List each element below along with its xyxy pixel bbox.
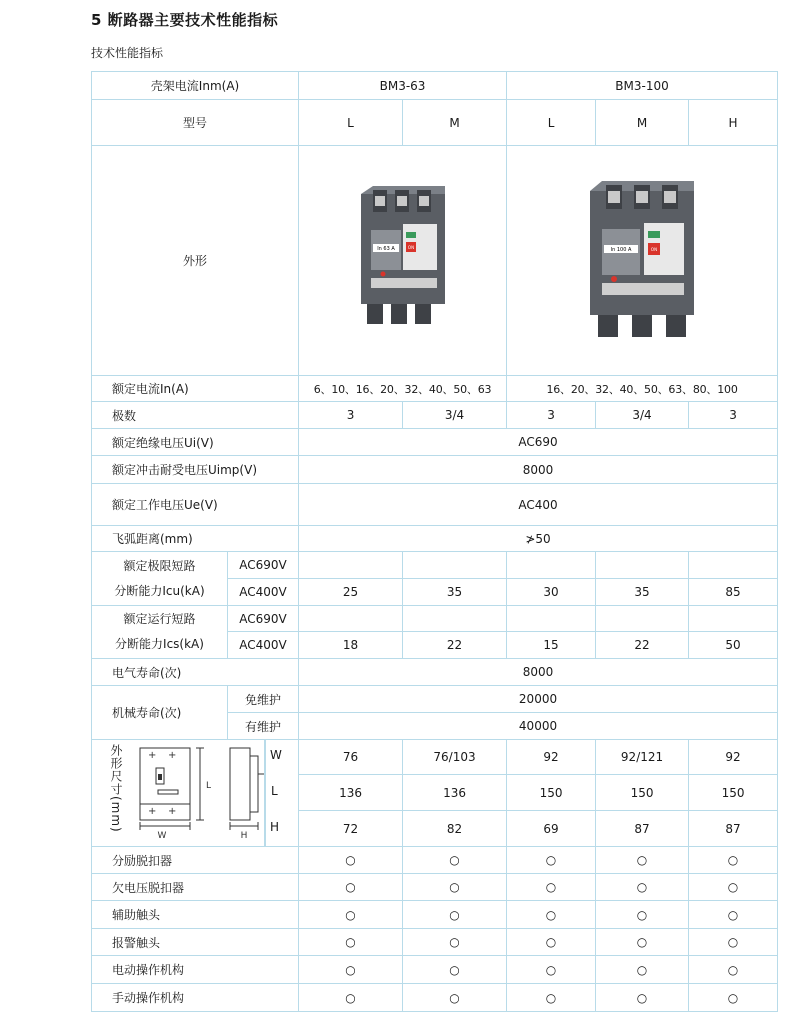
accessory-cell: ○ xyxy=(403,929,507,956)
bm3-63-header: BM3-63 xyxy=(299,72,507,100)
table-row xyxy=(92,402,778,429)
diagram-w: W xyxy=(157,831,167,840)
accessory-cell: ○ xyxy=(507,874,596,901)
undervoltage-trip-label: 欠电压脱扣器 xyxy=(92,874,299,901)
breaker-63-image-cell xyxy=(299,146,507,376)
table-row xyxy=(92,606,778,632)
table-row xyxy=(92,429,778,456)
table-row xyxy=(92,484,778,526)
dimension-diagram xyxy=(134,744,284,840)
mechanical-life-label: 机械寿命(次) xyxy=(92,686,228,740)
accessory-cell: ○ xyxy=(507,984,596,1012)
diagram-plus-2: + xyxy=(168,750,177,761)
dim-w-cell: 92/121 xyxy=(596,740,689,775)
dim-w-cell: 76/103 xyxy=(403,740,507,775)
poles-cell: 3/4 xyxy=(403,402,507,429)
rated-current-63: 6、10、16、20、32、40、50、63 xyxy=(299,376,507,402)
section-subtitle: 技术性能指标 xyxy=(91,46,164,60)
model-cell: M xyxy=(403,100,507,146)
dim-h-label: H xyxy=(270,820,280,834)
table-row xyxy=(92,100,778,146)
rated-current-100: 16、20、32、40、50、63、80、100 xyxy=(507,376,778,402)
icu-cell: 35 xyxy=(403,579,507,606)
breaker-63-image xyxy=(353,186,453,332)
ics-ac400-label: AC400V xyxy=(228,632,299,659)
arc-distance-label: 飞弧距离(mm) xyxy=(92,526,299,552)
dim-w-cell: 92 xyxy=(689,740,778,775)
ics-ac690-label: AC690V xyxy=(228,606,299,632)
dim-w-cell: 92 xyxy=(507,740,596,775)
page-title: 5 断路器主要技术性能指标 xyxy=(91,11,279,29)
motor-operator-label: 电动操作机构 xyxy=(92,956,299,984)
ics-cell: 15 xyxy=(507,632,596,659)
accessory-cell: ○ xyxy=(596,874,689,901)
ics-label-line1: 额定运行短路 xyxy=(123,612,196,626)
diagram-plus-4: + xyxy=(168,806,177,817)
model-cell: M xyxy=(596,100,689,146)
rated-current-label: 额定电流In(A) xyxy=(92,376,299,402)
model-label: 型号 xyxy=(92,100,299,146)
dim-h-cell: 82 xyxy=(403,811,507,847)
dim-h-cell: 69 xyxy=(507,811,596,847)
breaker-100-image-cell xyxy=(507,146,778,376)
dim-l-cell: 136 xyxy=(403,775,507,811)
dim-l-cell: 150 xyxy=(596,775,689,811)
breaker-63-rating: In 63 A xyxy=(376,246,395,252)
table-row xyxy=(92,72,778,100)
poles-cell: 3 xyxy=(299,402,403,429)
accessory-cell: ○ xyxy=(689,874,778,901)
manual-operator-label: 手动操作机构 xyxy=(92,984,299,1012)
accessory-cell: ○ xyxy=(403,901,507,929)
electrical-life-label: 电气寿命(次) xyxy=(92,659,299,686)
ics-cell: 50 xyxy=(689,632,778,659)
poles-cell: 3/4 xyxy=(596,402,689,429)
accessory-cell: ○ xyxy=(689,929,778,956)
model-cell: L xyxy=(299,100,403,146)
frame-current-label: 壳架电流Inm(A) xyxy=(92,72,299,100)
breaker-63-on: ON xyxy=(407,245,414,250)
diagram-plus-1: + xyxy=(148,750,157,761)
bm3-100-header: BM3-100 xyxy=(507,72,778,100)
accessory-cell: ○ xyxy=(299,956,403,984)
diagram-plus-3: + xyxy=(148,806,157,817)
dim-w-label: W xyxy=(270,748,282,762)
electrical-life-value: 8000 xyxy=(299,659,778,686)
icu-label xyxy=(92,552,228,606)
accessory-cell: ○ xyxy=(596,984,689,1012)
diagram-h: H xyxy=(240,831,248,840)
insulation-label: 额定绝缘电压Ui(V) xyxy=(92,429,299,456)
accessory-cell: ○ xyxy=(507,956,596,984)
table-row xyxy=(92,552,778,579)
icu-cell: 30 xyxy=(507,579,596,606)
dim-l-label: L xyxy=(271,784,278,798)
dim-l-cell: 150 xyxy=(507,775,596,811)
accessory-cell: ○ xyxy=(403,874,507,901)
accessory-cell: ○ xyxy=(403,956,507,984)
table-row xyxy=(92,526,778,552)
poles-cell: 3 xyxy=(689,402,778,429)
dim-l-cell: 150 xyxy=(689,775,778,811)
dim-h-cell: 72 xyxy=(299,811,403,847)
table-row xyxy=(92,146,778,376)
arc-distance-value: ≯50 xyxy=(299,526,778,552)
table-row xyxy=(92,686,778,713)
aux-contact-label: 辅助触头 xyxy=(92,901,299,929)
accessory-cell: ○ xyxy=(507,929,596,956)
dimensions-label-cell xyxy=(92,740,299,847)
accessory-cell: ○ xyxy=(596,929,689,956)
table-row xyxy=(92,874,778,901)
icu-cell: 25 xyxy=(299,579,403,606)
breaker-100-image xyxy=(584,179,700,339)
accessory-cell: ○ xyxy=(507,847,596,874)
icu-label-line2: 分断能力Icu(kA) xyxy=(114,583,205,598)
alarm-contact-label: 报警触头 xyxy=(92,929,299,956)
with-maintenance-value: 40000 xyxy=(299,713,778,740)
accessory-cell: ○ xyxy=(689,984,778,1012)
table-row xyxy=(92,984,778,1012)
accessory-cell: ○ xyxy=(596,956,689,984)
accessory-cell: ○ xyxy=(403,847,507,874)
icu-cell: 85 xyxy=(689,579,778,606)
accessory-cell: ○ xyxy=(507,901,596,929)
accessory-cell: ○ xyxy=(596,847,689,874)
accessory-cell: ○ xyxy=(689,901,778,929)
icu-ac690-label: AC690V xyxy=(228,552,299,579)
accessory-cell: ○ xyxy=(299,874,403,901)
table-row xyxy=(92,929,778,956)
spec-table xyxy=(91,71,778,1012)
table-row xyxy=(92,659,778,686)
maintenance-free-label: 免维护 xyxy=(228,686,299,713)
model-cell: L xyxy=(507,100,596,146)
breaker-100-rating: In 100 A xyxy=(610,247,632,253)
breaker-100-on: ON xyxy=(650,247,658,252)
with-maintenance-label: 有维护 xyxy=(228,713,299,740)
accessory-cell: ○ xyxy=(299,929,403,956)
table-row xyxy=(92,376,778,402)
dimensions-label: 外形尺寸(mm) xyxy=(109,744,123,833)
impulse-value: 8000 xyxy=(299,456,778,484)
accessory-cell: ○ xyxy=(403,984,507,1012)
dim-h-cell: 87 xyxy=(596,811,689,847)
poles-cell: 3 xyxy=(507,402,596,429)
dim-l-cell: 136 xyxy=(299,775,403,811)
operating-voltage-label: 额定工作电压Ue(V) xyxy=(92,484,299,526)
table-row xyxy=(92,956,778,984)
accessory-cell: ○ xyxy=(689,847,778,874)
accessory-cell: ○ xyxy=(596,901,689,929)
ics-label xyxy=(92,606,228,659)
impulse-label: 额定冲击耐受电压Uimp(V) xyxy=(92,456,299,484)
insulation-value: AC690 xyxy=(299,429,778,456)
accessory-cell: ○ xyxy=(299,901,403,929)
table-row xyxy=(92,847,778,874)
appearance-label: 外形 xyxy=(92,146,299,376)
poles-label: 极数 xyxy=(92,402,299,429)
model-cell: H xyxy=(689,100,778,146)
table-row xyxy=(92,456,778,484)
icu-label-line1: 额定极限短路 xyxy=(123,558,196,573)
maintenance-free-value: 20000 xyxy=(299,686,778,713)
ics-cell: 18 xyxy=(299,632,403,659)
operating-voltage-value: AC400 xyxy=(299,484,778,526)
ics-cell: 22 xyxy=(596,632,689,659)
accessory-cell: ○ xyxy=(299,984,403,1012)
shunt-trip-label: 分励脱扣器 xyxy=(92,847,299,874)
diagram-l: L xyxy=(206,781,212,791)
table-row xyxy=(92,740,778,775)
ics-cell: 22 xyxy=(403,632,507,659)
dim-w-cell: 76 xyxy=(299,740,403,775)
ics-label-line2: 分断能力Ics(kA) xyxy=(115,637,204,651)
accessory-cell: ○ xyxy=(689,956,778,984)
icu-cell: 35 xyxy=(596,579,689,606)
accessory-cell: ○ xyxy=(299,847,403,874)
icu-ac400-label: AC400V xyxy=(228,579,299,606)
table-row xyxy=(92,901,778,929)
dim-h-cell: 87 xyxy=(689,811,778,847)
